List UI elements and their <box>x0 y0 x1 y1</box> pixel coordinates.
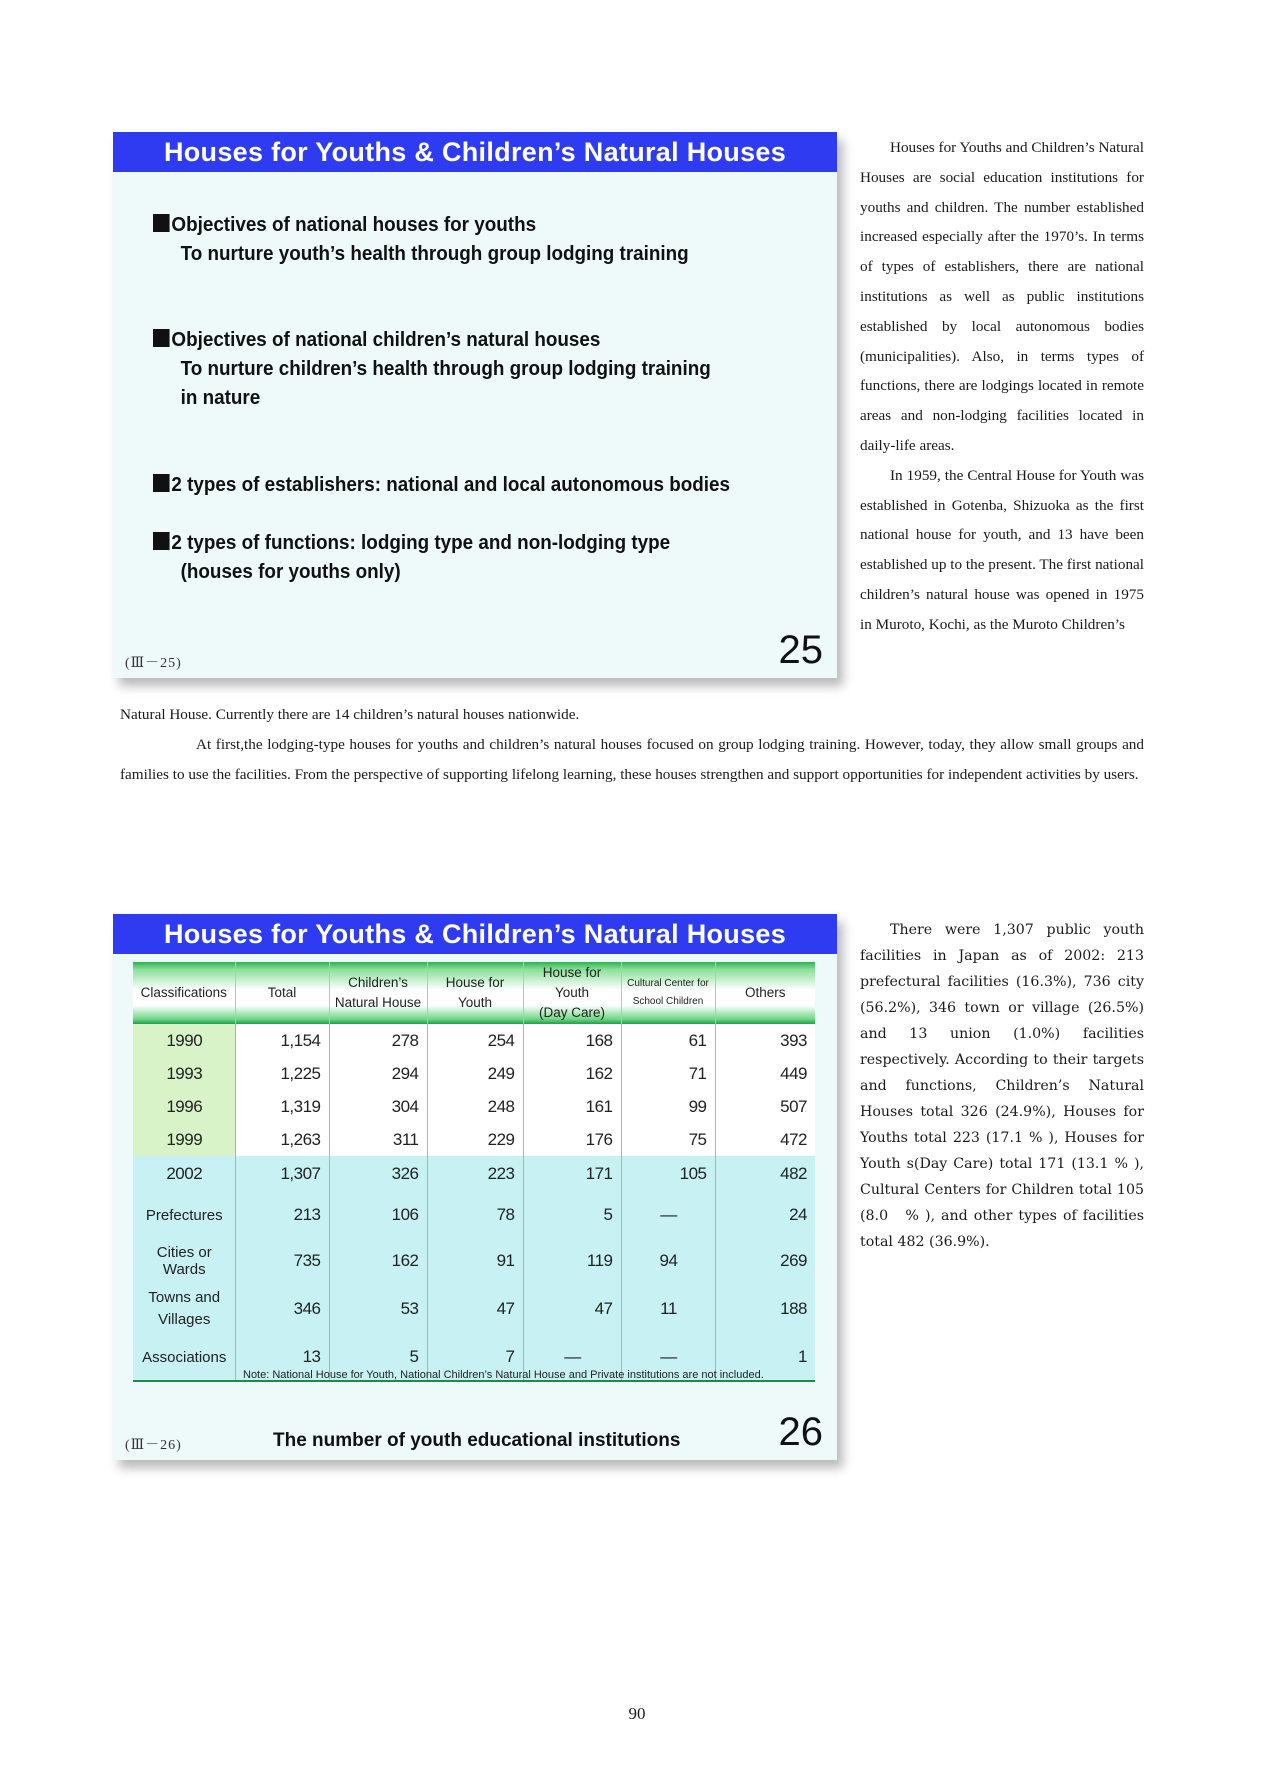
slide-25 <box>113 132 837 678</box>
bullet-square-icon <box>153 329 170 347</box>
side-paragraph-3: There were 1,307 public youth facilities in Japan as of 2002: 213 prefectural facilities (16.3%), 736 city (56.2%), 346 town or village (26.5%) and 13 union (1.0%) facilities respectively. According to their targets and functions, Children’s Natural Houses total 326 (24.9%), Houses for Youths total 223 (17.1 % ), Houses for Youth s(Day Care) total 171 (13.1 % ), Cultural Centers for Children total 105 (8.0 % ), and other types of facilities total 482 (36.9%). <box>860 922 1144 1250</box>
bullet-square-icon <box>153 474 170 492</box>
slide-26-ref: (Ⅲ－26) <box>125 1438 182 1453</box>
table-row: 1990 1,154 278 254 168 61 393 <box>133 1024 815 1057</box>
table-row: 1999 1,263 311 229 176 75 472 <box>133 1123 815 1156</box>
slide-26-caption: The number of youth educational institutions <box>273 1430 681 1451</box>
bullet-objectives-youth: Objectives of national houses for youths To nurture youth’s health through group lodging training <box>153 210 689 268</box>
table-row: 1996 1,319 304 248 161 99 507 <box>133 1090 815 1123</box>
slide-26 <box>113 914 837 1460</box>
body-paragraph-2: At first,the lodging-type houses for youths and children’s natural houses focused on group lodging training. However, today, they allow small groups and families to use the facilities. From the perspective of supporting lifelong learning, these houses strengthen and support opportunities for independent activities by users. <box>120 735 1144 783</box>
bullet-square-icon <box>153 532 170 550</box>
body-paragraph-1: Natural House. Currently there are 14 children’s natural houses nationwide. <box>120 706 580 723</box>
body-text-1 <box>120 700 1144 789</box>
header-total: Total <box>235 962 329 1024</box>
side-text-1 <box>860 133 1144 640</box>
table-note: Note: National House for Youth, National Children’s Natural House and Private institutions are not included. <box>243 1369 764 1381</box>
header-classifications: Classifications <box>133 962 235 1024</box>
table-row: 1993 1,225 294 249 162 71 449 <box>133 1057 815 1090</box>
header-childrens-natural-house: Children’s Natural House <box>329 962 427 1024</box>
slide-26-title: Houses for Youths & Children’s Natural Houses <box>113 914 837 954</box>
table-row: 2002 1,307 326 223 171 105 482 <box>133 1156 815 1192</box>
table-row: Towns and Villages 346 53 47 47 11 188 <box>133 1284 815 1334</box>
page-number: 90 <box>628 1704 646 1723</box>
bullet-functions: 2 types of functions: lodging type and non-lodging type (houses for youths only) <box>153 528 670 586</box>
table-header-row <box>133 962 815 1024</box>
header-house-for-youth-day-care: House for Youth (Day Care) <box>523 962 621 1024</box>
table-row: Cities or Wards 735 162 91 119 94 269 <box>133 1238 815 1284</box>
bullet-square-icon <box>153 214 170 232</box>
header-cultural-center: Cultural Center for School Children <box>621 962 715 1024</box>
side-paragraph-1: Houses for Youths and Children’s Natural Houses are social education institutions for youths and children. The number established increased especially after the 1970’s. In terms of types of establishers, there are national institutions as well as public institutions established by local autonomous bodies (municipalities). Also, in terms types of functions, there are lodgings located in remote areas and non-lodging facilities located in daily-life areas. <box>860 139 1144 454</box>
side-text-2 <box>860 917 1144 1255</box>
slide-25-title: Houses for Youths & Children’s Natural Houses <box>113 132 837 172</box>
youth-institutions-table <box>133 962 815 1382</box>
side-paragraph-2: In 1959, the Central House for Youth was established in Gotenba, Shizuoka as the first national house for youth, and 13 have been established up to the present. The first national children’s natural house was opened in 1975 in Muroto, Kochi, as the Muroto Children’s <box>860 466 1144 633</box>
bullet-establishers: 2 types of establishers: national and local autonomous bodies <box>153 470 730 499</box>
slide-26-number: 26 <box>778 1410 823 1454</box>
table-row: Prefectures 213 106 78 5 — 24 <box>133 1192 815 1238</box>
header-house-for-youth: House for Youth <box>427 962 523 1024</box>
header-others: Others <box>715 962 815 1024</box>
slide-25-number: 25 <box>778 628 823 672</box>
table-row: Associations 13 5 7 — — 1 <box>133 1334 815 1381</box>
bullet-objectives-children: Objectives of national children’s natural houses To nurture children’s health through group lodging training in nature <box>153 325 733 412</box>
slide-25-ref: (Ⅲ－25) <box>125 656 182 671</box>
